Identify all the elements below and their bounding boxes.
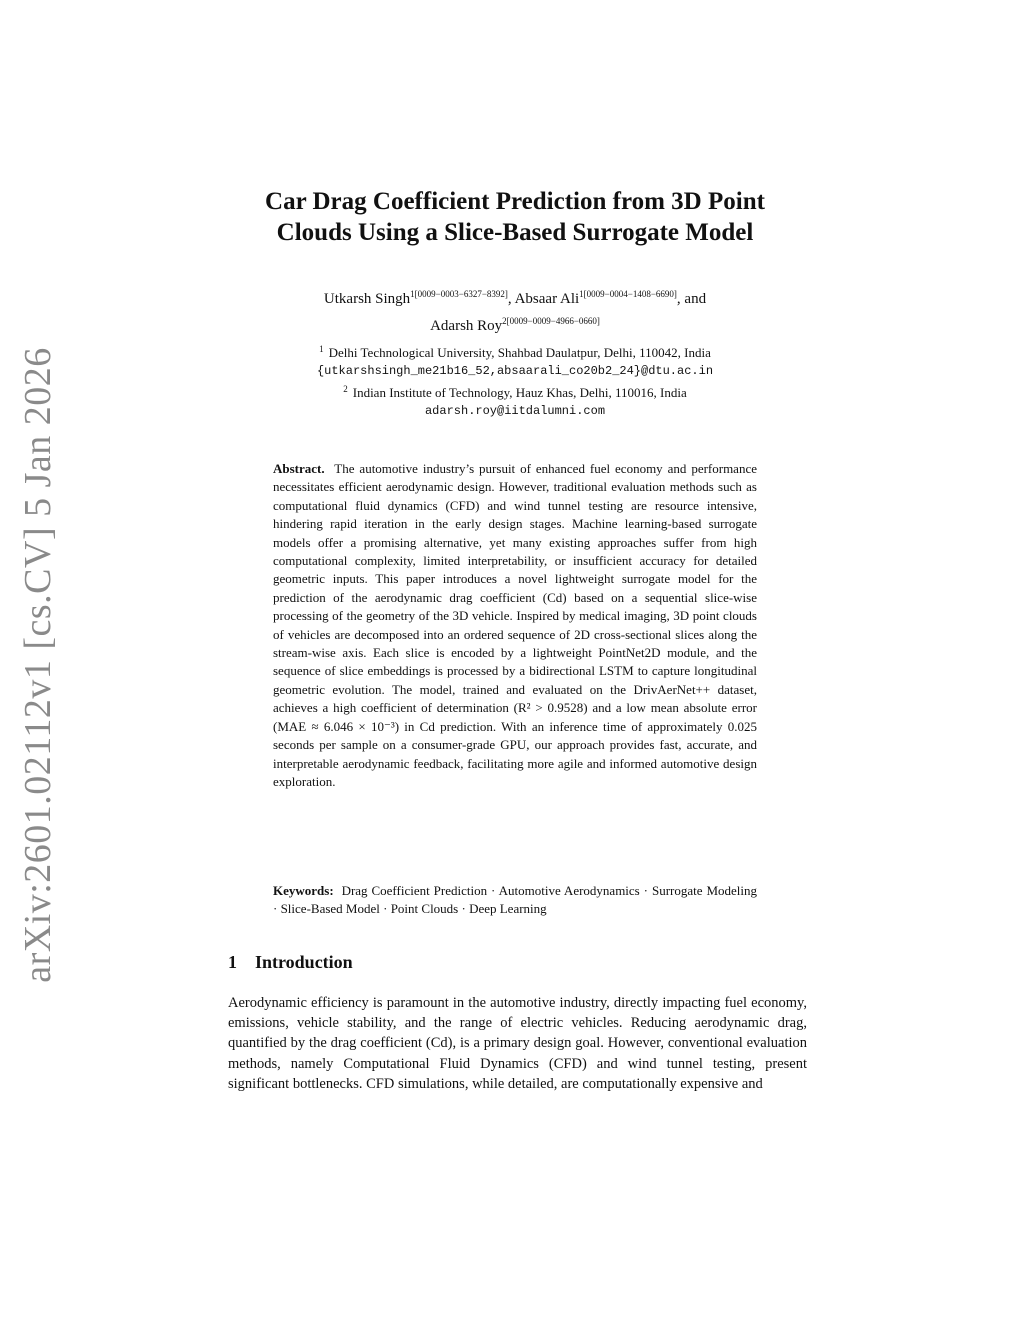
author-separator: , (507, 291, 515, 307)
abstract-block (273, 460, 757, 791)
author-line-1 (210, 283, 820, 310)
affiliations (200, 340, 830, 420)
title-line-1: Car Drag Coefficient Prediction from 3D Point (265, 188, 765, 215)
author-list (210, 283, 820, 337)
affiliation-1 (200, 340, 830, 362)
author-name: Adarsh Roy (430, 318, 503, 334)
author-orcid[interactable]: 1[0009−0003−6327−8392] (410, 289, 508, 299)
affiliation-text: Delhi Technological University, Shahbad Daulatpur, Delhi, 110042, India (328, 345, 711, 360)
author-name: Utkarsh Singh (323, 291, 411, 307)
section-heading (228, 952, 353, 973)
title-line-2: Clouds Using a Slice-Based Surrogate Model (276, 219, 754, 246)
arxiv-identifier-stamp[interactable] (8, 347, 68, 983)
affiliation-mark: 2 (343, 384, 348, 394)
keywords-block (273, 882, 757, 919)
affiliation-email[interactable]: {utkarshsingh_me21b16_52,absaarali_co20b2_24}@dtu.ac.in (316, 364, 714, 378)
keywords-label: Keywords: (273, 883, 334, 898)
author-name: Absaar Ali (514, 291, 580, 307)
section-title: Introduction (255, 952, 353, 972)
affiliation-2 (200, 380, 830, 402)
affiliation-text: Indian Institute of Technology, Hauz Khas, Delhi, 110016, India (352, 385, 687, 400)
affiliation-mark: 1 (319, 344, 324, 354)
author-separator: , and (676, 291, 707, 307)
abstract-text: The automotive industry’s pursuit of enhanced fuel economy and performance necessitates efficient aerodynamic design. However, traditional evaluation methods such as computational fluid dynamics (CFD) and wind tunnel testing are resource intensive, hindering rapid iteration in the early design stages. Machine learning-based surrogate models offer a promising alternative, yet many existing approaches suffer from high computational complexity, limited interpretability, or insufficient accuracy for detailed geometric inputs. This paper introduces a novel lightweight surrogate model for the prediction of the aerodynamic drag coefficient (Cd) based on a sequential slice-wise processing of the geometry of the 3D vehicle. Inspired by medical imaging, 3D point clouds of vehicles are decomposed into an ordered sequence of 2D cross-sectional slices along the stream-wise axis. Each slice is encoded by a lightweight PointNet2D module, and the sequence of slice embeddings is processed by a bidirectional LSTM to capture longitudinal geometric evolution. The model, trained and evaluated on the DrivAerNet++ dataset, achieves a high coefficient of determination (R² > 0.9528) and a low mean absolute error (MAE ≈ 6.046 × 10⁻³) in Cd prediction. With an inference time of approximately 0.025 seconds per sample on a consumer-grade GPU, our approach provides fast, accurate, and interpretable aerodynamic feedback, facilitating more agile and informed automotive design exploration. (273, 461, 757, 789)
author-orcid[interactable]: 1[0009−0004−1408−6690] (579, 289, 677, 299)
keywords-text: Drag Coefficient Prediction · Automotive Aerodynamics · Surrogate Modeling · Slice-Based Model · Point Clouds · Deep Learning (273, 883, 757, 917)
author-line-2 (210, 310, 820, 337)
section-number: 1 (228, 952, 237, 972)
arxiv-identifier-text: arXiv:2601.02112v1 [cs.CV] 5 Jan 2026 (17, 347, 60, 983)
introduction-paragraph: Aerodynamic efficiency is paramount in the automotive industry, directly impacting fuel economy, emissions, vehicle stability, and the range of electric vehicles. Reducing aerodynamic drag, quantified by the drag coefficient (Cd), is a primary design goal. However, conventional evaluation methods, namely Computational Fluid Dynamics (CFD) and wind tunnel testing, present significant bottlenecks. CFD simulations, while detailed, are computationally expensive and (228, 995, 807, 1092)
author-orcid[interactable]: 2[0009−0009−4966−0660] (502, 316, 600, 326)
paper-title (200, 186, 830, 248)
affiliation-email[interactable]: adarsh.roy@iitdalumni.com (424, 404, 606, 418)
abstract-label: Abstract. (273, 461, 325, 476)
